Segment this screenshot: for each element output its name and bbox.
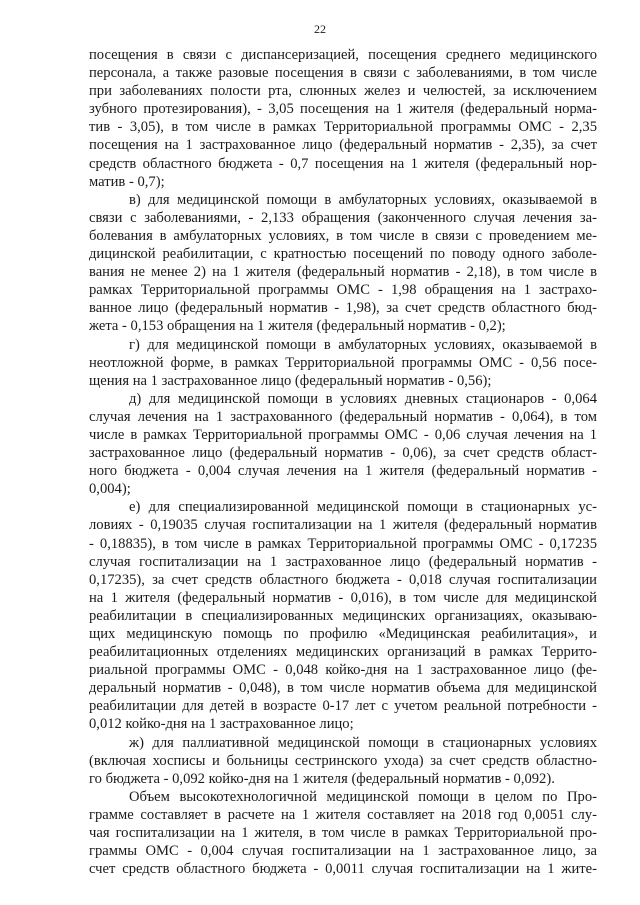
text-line: чая госпитализации на 1 жителя, в том числе в рамках Территориальной про-	[89, 825, 597, 842]
text-line: болевания в амбулаторных условиях, в том числе в связи с проведением ме-	[89, 227, 597, 244]
text-line: зубного протезирования), - 3,05 посещения на 1 жителя (федеральный норма-	[89, 101, 597, 118]
text-line: при заболеваниях полости рта, слюнных желез и челюстей, за исключением	[89, 83, 597, 100]
text-line: риальной программы ОМС - 0,048 койко-дня на 1 застрахованное лицо (фе-	[89, 662, 597, 679]
page-number: 22	[314, 22, 326, 36]
text-line: 0,004);	[89, 481, 131, 498]
text-line: дицинской реабилитации, с кратностью посещений по поводу одного заболе-	[89, 246, 597, 263]
text-line: случая госпитализации на 1 застрахованное лицо (федеральный норматив -	[89, 553, 597, 570]
text-line: реабилитации для детей в возрасте 0-17 лет с учетом реальной потребности -	[89, 698, 597, 715]
text-line: жета - 0,153 обращения на 1 жителя (федеральный норматив - 0,2);	[89, 318, 506, 335]
text-line: реабилитационных отделениях медицинских организаций в рамках Террито-	[89, 644, 597, 661]
text-line: персонала, а также разовые посещения в связи с заболеваниями, в том числе	[89, 65, 597, 82]
text-line: неотложной форме, в рамках Территориальной программы ОМС - 0,56 посе-	[89, 354, 597, 371]
text-line: в) для медицинской помощи в амбулаторных условиях, оказываемой в	[129, 191, 597, 208]
paragraph-item-v	[89, 191, 597, 336]
text-line: вания не менее 2) на 1 жителя (федеральный норматив - 2,18), в том числе в	[89, 264, 597, 281]
text-line: счет средств областного бюджета - 0,0011 случая госпитализации на 1 жите-	[89, 861, 597, 878]
text-line: средств областного бюджета - 0,7 посещения на 1 жителя (федеральный нор-	[89, 155, 597, 172]
text-line: (включая хосписы и больницы сестринского ухода) за счет средств областно-	[89, 752, 597, 769]
text-line: реабилитации в специализированных медицинских организациях, оказываю-	[89, 607, 597, 624]
text-line: деральный норматив - 0,048), в том числе норматив объема для медицинской	[89, 680, 597, 697]
text-line: граммы ОМС - 0,004 случая госпитализации на 1 застрахованное лицо, за	[89, 843, 597, 860]
text-line: Объем высокотехнологичной медицинской помощи в целом по Про-	[129, 788, 597, 805]
text-line: связи с заболеваниями, - 2,133 обращения (законченного случая лечения за-	[89, 209, 597, 226]
text-line: грамме составляет в расчете на 1 жителя составляет на 2018 год 0,0051 слу-	[89, 806, 597, 823]
text-line: тив - 3,05), в том числе в рамках Территориальной программы ОМС - 2,35	[89, 119, 597, 136]
paragraph-item-d	[89, 390, 597, 499]
text-line: 0,012 койко-дня на 1 застрахованное лицо;	[89, 716, 354, 733]
text-line: го бюджета - 0,092 койко-дня на 1 жителя (федеральный норматив - 0,092).	[89, 770, 555, 787]
body-text	[89, 46, 597, 878]
text-line: г) для медицинской помощи в амбулаторных условиях, оказываемой в	[129, 336, 597, 353]
text-line: матив - 0,7);	[89, 173, 165, 190]
paragraph-item-e	[89, 498, 597, 733]
text-line: е) для специализированной медицинской помощи в стационарных ус-	[129, 499, 597, 516]
text-line: - 0,18835), в том числе в рамках Территориальной программы ОМС - 0,17235	[89, 535, 597, 552]
text-line: ного бюджета - 0,004 случая лечения на 1 жителя (федеральный норматив -	[89, 463, 597, 480]
paragraph-high-tech-volume	[89, 788, 597, 878]
text-line: рамках Территориальной программы ОМС - 1,98 обращения на 1 застрахо-	[89, 282, 597, 299]
text-line: 0,17235), за счет средств областного бюджета - 0,018 случая госпитализации	[89, 571, 597, 588]
text-line: на 1 жителя (федеральный норматив - 0,016), в том числе для медицинской	[89, 589, 597, 606]
text-line: посещения в связи с диспансеризацией, посещения среднего медицинского	[89, 47, 597, 63]
text-line: щения на 1 застрахованное лицо (федеральный норматив - 0,56);	[89, 372, 492, 389]
text-line: посещения на 1 застрахованное лицо (федеральный норматив - 2,35), за счет	[89, 137, 597, 154]
paragraph-continuation	[89, 46, 597, 191]
paragraph-item-zh	[89, 734, 597, 788]
text-line: ж) для паллиативной медицинской помощи в стационарных условиях	[129, 734, 597, 751]
text-line: д) для медицинской помощи в условиях дневных стационаров - 0,064	[129, 390, 597, 407]
text-line: щих медицинскую помощь по профилю «Медицинская реабилитация», и	[89, 626, 597, 642]
text-line: числе в рамках Территориальной программы ОМС - 0,06 случая лечения на 1	[89, 426, 597, 443]
paragraph-item-g	[89, 336, 597, 390]
text-line: застрахованное лицо (федеральный норматив - 0,06), за счет средств област-	[89, 445, 597, 462]
text-line: случая лечения на 1 застрахованного (федеральный норматив - 0,064), в том	[89, 408, 597, 425]
text-line: ловиях - 0,19035 случая госпитализации на 1 жителя (федеральный норматив	[89, 517, 597, 534]
text-line: ванное лицо (федеральный норматив - 1,98), за счет средств областного бюд-	[89, 300, 597, 317]
